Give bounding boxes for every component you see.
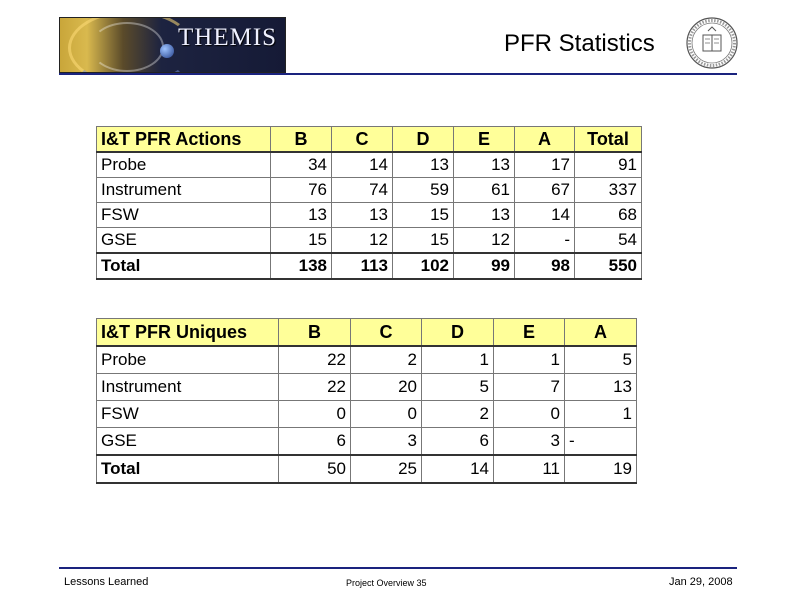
table-cell: 22 [279,374,351,401]
table-total-row [97,455,637,483]
total-cell: 14 [422,455,494,483]
footer-rule [59,567,737,569]
table-cell: 13 [454,203,515,228]
table-cell: 20 [351,374,422,401]
table-cell: 2 [351,346,422,374]
table-cell: 76 [271,178,332,203]
row-label: FSW [97,203,271,228]
table-cell: 1 [494,346,565,374]
table-cell: 13 [271,203,332,228]
total-label: Total [97,455,279,483]
row-label: GSE [97,428,279,456]
total-label: Total [97,253,271,279]
university-seal-icon [686,17,738,69]
table-row [97,346,637,374]
row-label: GSE [97,228,271,254]
header-cell: B [271,127,332,153]
table-row [97,178,642,203]
table-cell: 6 [279,428,351,456]
table-row [97,228,642,254]
table-row [97,401,637,428]
header-cell: I&T PFR Actions [97,127,271,153]
footer-left-text: Lessons Learned [64,576,149,588]
total-cell: 25 [351,455,422,483]
table-cell: 54 [575,228,642,254]
table-cell: 17 [515,152,575,178]
header-cell: A [515,127,575,153]
table-cell: 13 [393,152,454,178]
page-title: PFR Statistics [504,30,655,57]
table-cell: 1 [422,346,494,374]
footer-center-text: Project Overview 35 [346,578,427,588]
table-cell: 13 [332,203,393,228]
table-cell: 61 [454,178,515,203]
table-cell: 15 [393,203,454,228]
table-cell: 74 [332,178,393,203]
total-cell: 113 [332,253,393,279]
header-cell: C [351,319,422,347]
table-cell: 22 [279,346,351,374]
table-cell: 0 [351,401,422,428]
table-row [97,152,642,178]
table-cell: - [565,428,637,456]
header-cell: I&T PFR Uniques [97,319,279,347]
total-cell: 50 [279,455,351,483]
header-rule [59,73,737,75]
table-cell: 1 [565,401,637,428]
header-cell: B [279,319,351,347]
total-cell: 102 [393,253,454,279]
table-cell: 34 [271,152,332,178]
table-cell: 14 [515,203,575,228]
row-label: Instrument [97,374,279,401]
total-cell: 138 [271,253,332,279]
total-cell: 98 [515,253,575,279]
table-total-row [97,253,642,279]
header-cell: D [422,319,494,347]
table-cell: 5 [565,346,637,374]
table-cell: 68 [575,203,642,228]
table-cell: 2 [422,401,494,428]
header-cell: Total [575,127,642,153]
table-cell: 67 [515,178,575,203]
table-cell: 7 [494,374,565,401]
table-cell: 14 [332,152,393,178]
logo-planet [160,44,174,58]
footer-date: Jan 29, 2008 [669,576,733,588]
total-cell: 99 [454,253,515,279]
table-cell: 5 [422,374,494,401]
header-cell: D [393,127,454,153]
table-cell: - [515,228,575,254]
total-cell: 550 [575,253,642,279]
table-cell: 3 [494,428,565,456]
pfr-actions-table [96,126,642,280]
table-cell: 0 [279,401,351,428]
header-cell: C [332,127,393,153]
row-label: Instrument [97,178,271,203]
table-cell: 13 [454,152,515,178]
table-cell: 91 [575,152,642,178]
table-cell: 15 [393,228,454,254]
logo-swirl-inner [90,22,164,72]
row-label: Probe [97,346,279,374]
total-cell: 19 [565,455,637,483]
table-header-row [97,319,637,347]
row-label: FSW [97,401,279,428]
table-cell: 15 [271,228,332,254]
total-cell: 11 [494,455,565,483]
table-cell: 0 [494,401,565,428]
table-cell: 3 [351,428,422,456]
table-cell: 59 [393,178,454,203]
table-cell: 337 [575,178,642,203]
pfr-uniques-table [96,318,637,484]
table-cell: 12 [454,228,515,254]
logo-text: THEMIS [178,24,278,51]
table-row [97,374,637,401]
table-header-row [97,127,642,153]
header-cell: E [454,127,515,153]
table-cell: 13 [565,374,637,401]
table-row [97,428,637,456]
header-cell: E [494,319,565,347]
header-cell: A [565,319,637,347]
table-cell: 6 [422,428,494,456]
table-row [97,203,642,228]
table-cell: 12 [332,228,393,254]
row-label: Probe [97,152,271,178]
themis-logo [59,17,286,73]
